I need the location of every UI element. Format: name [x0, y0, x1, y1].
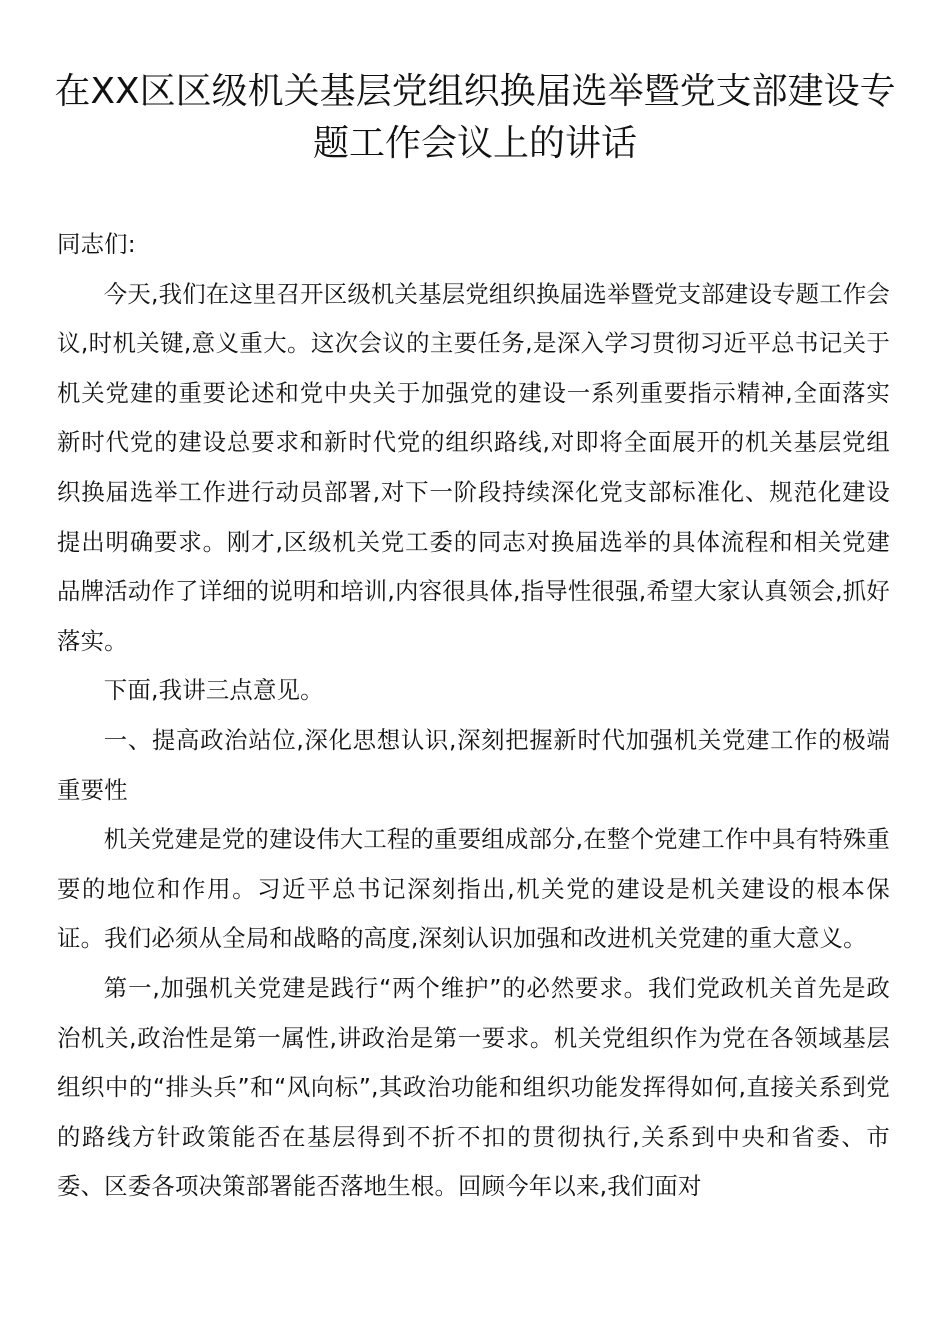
paragraph-intro-points: 下面,我讲三点意见。 [103, 676, 324, 705]
document-title: 在XX区区级机关基层党组织换届选举暨党支部建设专题工作会议上的讲话 [54, 71, 896, 164]
paragraph-first-point: 第一,加强机关党建是践行“两个维护”的必然要求。我们党政机关首先是政治机关,政治性是第一属性,讲政治是第一要求。机关党组织作为党在各领域基层组织中的“排头兵”和“风向标”,其政治功能和组织功能发挥得如何,直接关系到党的路线方针政策能否在基层得到不折不扣的贯彻执行,关系到中央和省委、市委、区委各项决策部署能否落地生根。回顾今年以来,我们面对 [57, 973, 890, 1201]
salutation: 同志们: [57, 230, 136, 258]
section-heading-one: 一、提高政治站位,深化思想认识,深刻把握新时代加强机关党建工作的极端重要性 [57, 725, 890, 804]
paragraph-opening: 今天,我们在这里召开区级机关基层党组织换届选举暨党支部建设专题工作会议,时机关键,意义重大。这次会议的主要任务,是深入学习贯彻习近平总书记关于机关党建的重要论述和党中央关于加强党的建设一系列重要指示精神,全面落实新时代党的建设总要求和新时代党的组织路线,对即将全面展开的机关基层党组织换届选举工作进行动员部署,对下一阶段持续深化党支部标准化、规范化建设提出明确要求。刚才,区级机关党工委的同志对换届选举的具体流程和相关党建品牌活动作了详细的说明和培训,内容很具体,指导性很强,希望大家认真领会,抓好落实。 [57, 279, 890, 655]
paragraph-section-one: 机关党建是党的建设伟大工程的重要组成部分,在整个党建工作中具有特殊重要的地位和作用。习近平总书记深刻指出,机关党的建设是机关建设的根本保证。我们必须从全局和战略的高度,深刻认识加强和改进机关党建的重大意义。 [57, 825, 890, 953]
document-body [57, 220, 890, 1212]
